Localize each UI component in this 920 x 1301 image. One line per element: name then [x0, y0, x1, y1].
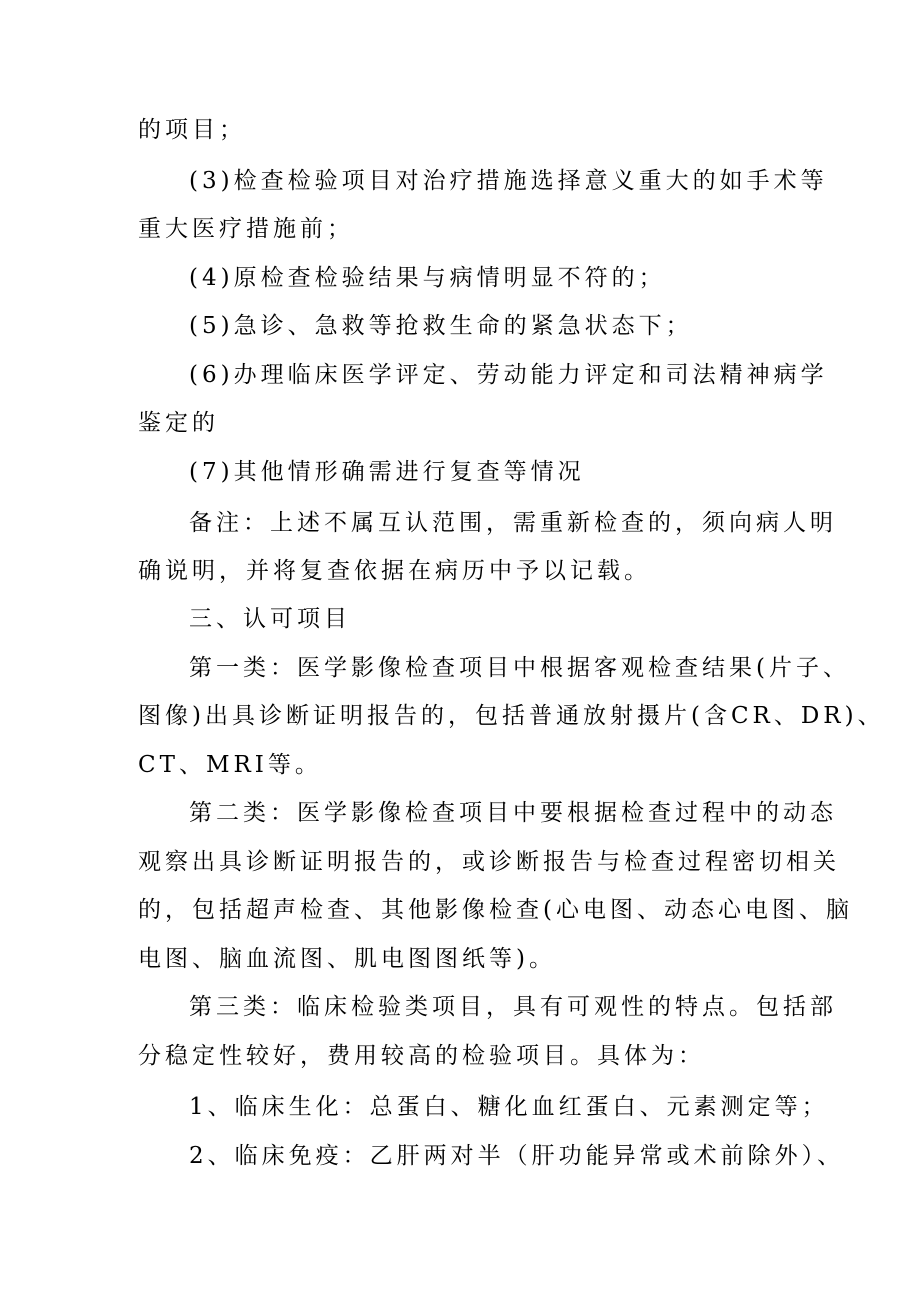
text-line: (4)原检查检验结果与病情明显不符的；: [189, 265, 666, 291]
text-line: (7)其他情形确需进行复查等情况: [189, 459, 585, 485]
text-line: (5)急诊、急救等抢救生命的紧急状态下；: [189, 313, 693, 339]
text-line: 的，包括超声检查、其他影像检查(心电图、动态心电图、脑: [138, 897, 853, 923]
text-line: 电图、脑血流图、肌电图图纸等)。: [138, 946, 556, 972]
text-line: 观察出具诊断证明报告的，或诊断报告与检查过程密切相关: [138, 849, 840, 875]
text-line: 鉴定的: [138, 410, 219, 436]
text-line: 图像)出具诊断证明报告的，包括普通放射摄片(含CR、DR)、: [138, 703, 885, 729]
text-line: (6)办理临床医学评定、劳动能力评定和司法精神病学: [189, 362, 828, 388]
text-line: 第一类：医学影像检查项目中根据客观检查结果(片子、: [189, 655, 850, 681]
text-line: 1、临床生化：总蛋白、糖化血红蛋白、元素测定等；: [189, 1094, 829, 1120]
text-line: 确说明，并将复查依据在病历中予以记载。: [138, 558, 651, 584]
text-line: 分稳定性较好，费用较高的检验项目。具体为：: [138, 1043, 705, 1069]
text-line: 备注：上述不属互认范围，需重新检查的，须向病人明: [189, 510, 837, 536]
section-heading: 三、认可项目: [189, 606, 351, 632]
text-line: CT、MRI等。: [138, 752, 322, 778]
text-line: 第二类：医学影像检查项目中要根据检查过程中的动态: [189, 800, 837, 826]
text-line: 2、临床免疫：乙肝两对半（肝功能异常或术前除外）、: [189, 1143, 845, 1169]
text-line: 的项目；: [138, 117, 246, 143]
text-line: 第三类：临床检验类项目，具有可观性的特点。包括部: [189, 994, 837, 1020]
text-line: (3)检查检验项目对治疗措施选择意义重大的如手术等: [189, 168, 828, 194]
text-line: 重大医疗措施前；: [138, 216, 354, 242]
